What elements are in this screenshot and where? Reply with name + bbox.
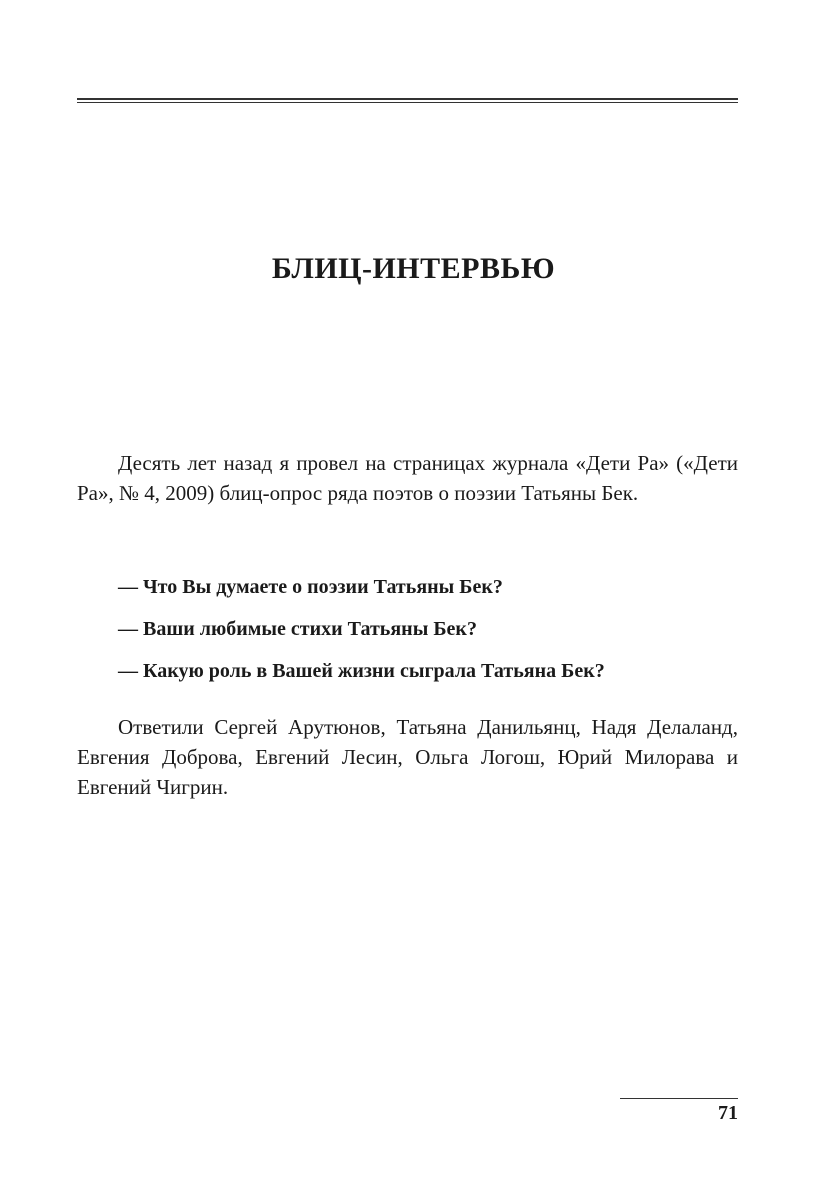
respondents-paragraph: Ответили Сергей Арутюнов, Татьяна Данильянц, Надя Делаланд, Евгения Доброва, Евгений Лесин, Ольга Логош, Юрий Милорава и Евгений Чигрин. bbox=[77, 715, 738, 799]
header-rule-thick bbox=[77, 98, 738, 100]
page-number: 71 bbox=[718, 1102, 738, 1124]
intro-paragraph: Десять лет назад я провел на страницах журнала «Дети Ра» («Дети Ра», № 4, 2009) блиц-опрос ряда поэтов о поэзии Татьяны Бек. bbox=[77, 451, 738, 505]
page-title: БЛИЦ-ИНТЕРВЬЮ bbox=[271, 252, 556, 286]
question-list bbox=[118, 573, 738, 699]
question-item: — Что Вы думаете о поэзии Татьяны Бек? bbox=[118, 576, 503, 598]
header-rule-thin bbox=[77, 102, 738, 103]
footer-rule bbox=[620, 1098, 738, 1099]
question-item: — Ваши любимые стихи Татьяны Бек? bbox=[118, 618, 477, 640]
question-item: — Какую роль в Вашей жизни сыграла Татьяна Бек? bbox=[118, 660, 605, 682]
